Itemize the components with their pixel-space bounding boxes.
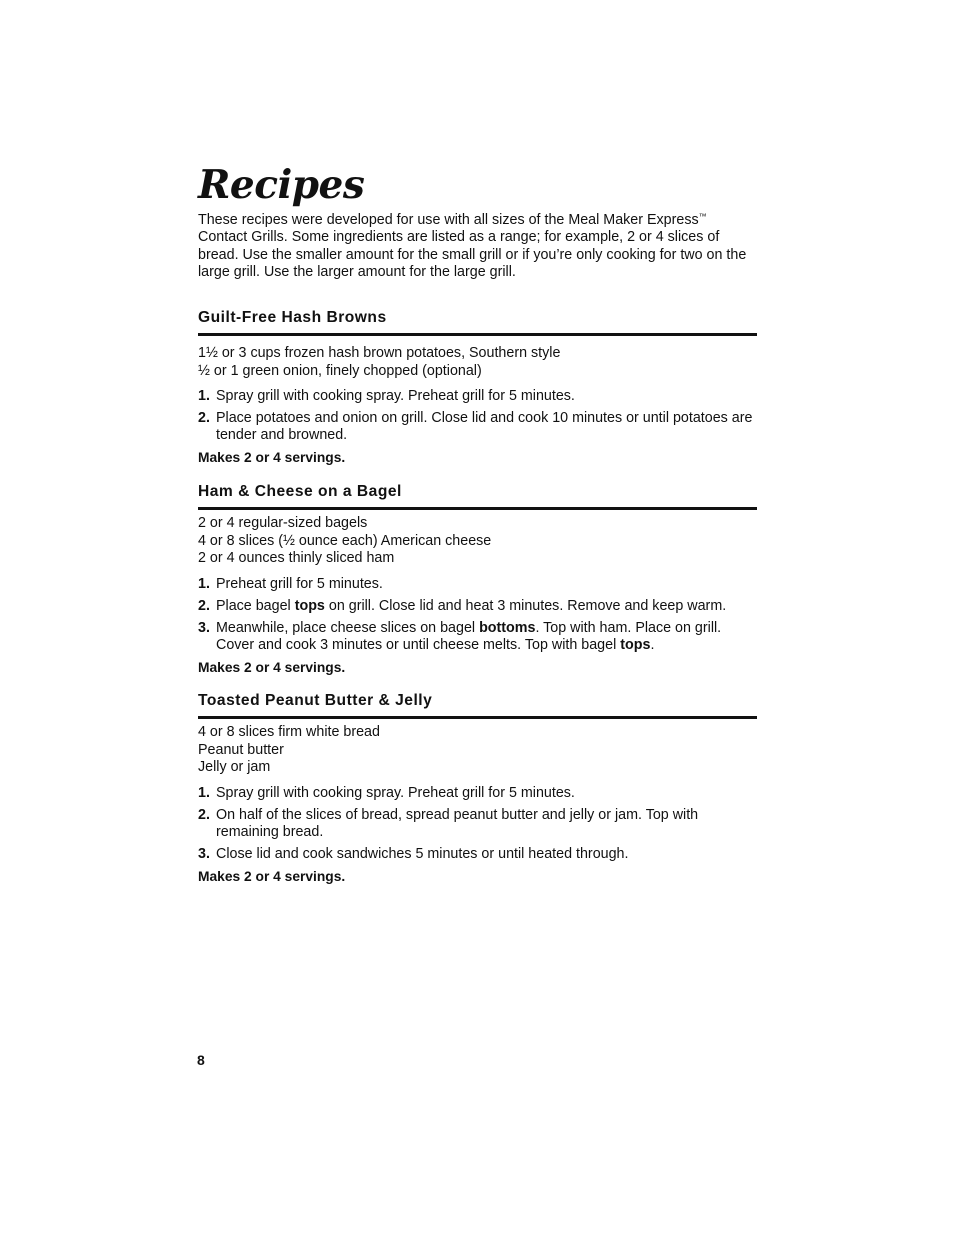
step-list (198, 388, 757, 444)
step-text: Place bagel (216, 597, 295, 614)
step-text: Close lid and cook sandwiches 5 minutes or until heated through. (216, 845, 629, 862)
trademark-symbol: ™ (698, 212, 707, 221)
step-text: On half of the slices of bread, spread peanut butter and jelly or jam. Top with remaining bread. (216, 806, 699, 840)
step-text: Spray grill with cooking spray. Preheat grill for 5 minutes. (216, 388, 575, 405)
step-number: 2. (198, 806, 210, 823)
step-item (198, 576, 757, 593)
recipe-ham-cheese-bagel (198, 482, 757, 676)
step-text: . Top with ham. Place on grill. Cover and cook 3 minutes or until cheese melts. Top with bagel (216, 619, 722, 653)
recipe-title: Guilt-Free Hash Browns (198, 308, 757, 336)
step-list (198, 576, 757, 654)
step-item (198, 807, 757, 841)
step-item (198, 388, 757, 405)
step-emphasis: bottoms (479, 619, 536, 636)
intro-text-continued: Contact Grills. Some ingredients are listed as a range; for example, 2 or 4 slices of bread. Use the smaller amount for the small grill or if you’re only cooking for two on the large grill. Use the larger amount for the large grill. (198, 229, 747, 281)
ingredient-list (198, 724, 757, 777)
ingredient-item: 4 or 8 slices (½ ounce each) American cheese (198, 532, 492, 549)
intro-paragraph (198, 212, 758, 282)
step-item (198, 410, 757, 444)
step-number: 1. (198, 388, 210, 405)
step-item (198, 785, 757, 802)
ingredient-item: Jelly or jam (198, 759, 271, 776)
step-number: 3. (198, 619, 210, 636)
step-text: Preheat grill for 5 minutes. (216, 575, 383, 592)
intro-text: These recipes were developed for use with all sizes of the Meal Maker Express (198, 212, 699, 228)
step-number: 1. (198, 575, 210, 592)
recipe-peanut-butter-jelly (198, 691, 757, 885)
recipe-hash-browns (198, 308, 757, 466)
ingredient-item: 1½ or 3 cups frozen hash brown potatoes, Southern style (198, 345, 561, 361)
page-number: 8 (197, 1052, 205, 1068)
step-item (198, 620, 757, 654)
step-number: 1. (198, 784, 210, 801)
ingredient-item: 2 or 4 ounces thinly sliced ham (198, 550, 395, 567)
step-list (198, 785, 757, 863)
recipe-title: Ham & Cheese on a Bagel (198, 482, 757, 510)
ingredient-item: 4 or 8 slices firm white bread (198, 724, 380, 740)
step-number: 3. (198, 845, 210, 862)
step-text: Place potatoes and onion on grill. Close lid and cook 10 minutes or until potatoes are tender and browned. (216, 410, 753, 444)
step-item (198, 598, 757, 615)
step-item (198, 846, 757, 863)
step-emphasis: tops (620, 636, 651, 653)
ingredient-item: Peanut butter (198, 741, 284, 758)
ingredient-item: 2 or 4 regular-sized bagels (198, 515, 368, 531)
servings-note: Makes 2 or 4 servings. (198, 659, 346, 675)
step-text: Spray grill with cooking spray. Preheat grill for 5 minutes. (216, 784, 575, 801)
step-text: . (650, 636, 655, 653)
servings-note: Makes 2 or 4 servings. (198, 450, 346, 466)
step-text: on grill. Close lid and heat 3 minutes. Remove and keep warm. (324, 597, 727, 614)
page-title: Recipes (198, 162, 365, 208)
step-text: Meanwhile, place cheese slices on bagel (216, 619, 480, 636)
servings-note: Makes 2 or 4 servings. (198, 868, 346, 884)
step-emphasis: tops (294, 597, 325, 614)
recipe-title: Toasted Peanut Butter & Jelly (198, 691, 757, 719)
ingredient-list (198, 515, 757, 568)
ingredient-list (198, 345, 757, 380)
step-number: 2. (198, 410, 210, 427)
ingredient-item: ½ or 1 green onion, finely chopped (optional) (198, 362, 482, 379)
step-number: 2. (198, 597, 210, 614)
